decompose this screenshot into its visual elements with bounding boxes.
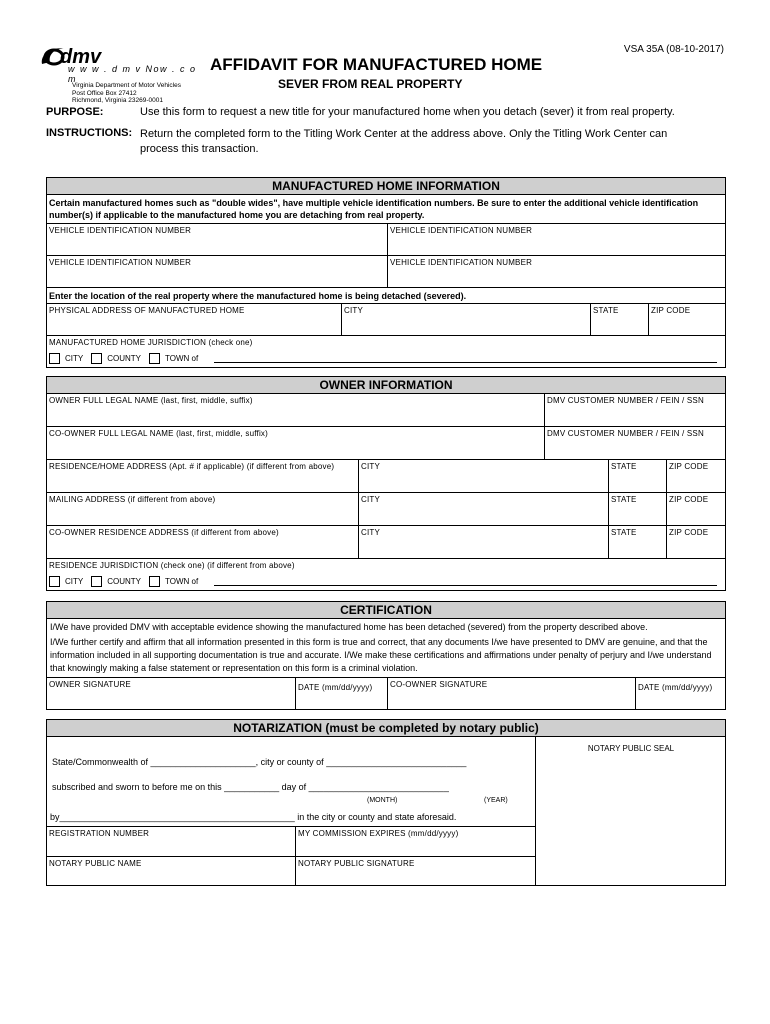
- vin-field-3[interactable]: VEHICLE IDENTIFICATION NUMBER: [49, 258, 192, 267]
- form-subtitle: SEVER FROM REAL PROPERTY: [278, 77, 463, 91]
- res-city-checkbox[interactable]: [49, 576, 60, 587]
- form-id: VSA 35A (08-10-2017): [623, 44, 724, 55]
- owner-date-field[interactable]: DATE (mm/dd/yyyy): [295, 678, 387, 709]
- month-label: (MONTH): [367, 797, 398, 804]
- coowner-address-field[interactable]: CO-OWNER RESIDENCE ADDRESS (if different from above): [49, 528, 279, 537]
- owner-header: OWNER INFORMATION: [47, 377, 725, 394]
- vin-field-4[interactable]: VEHICLE IDENTIFICATION NUMBER: [387, 256, 725, 287]
- coowner-signature-field[interactable]: CO-OWNER SIGNATURE: [387, 678, 635, 709]
- sworn-line[interactable]: subscribed and sworn to before me on this ___________ day of ____________________________: [52, 782, 449, 792]
- physical-address-field[interactable]: PHYSICAL ADDRESS OF MANUFACTURED HOME: [49, 306, 245, 315]
- res-city-option: CITY: [65, 576, 84, 586]
- mh-zip-field[interactable]: ZIP CODE: [648, 304, 725, 335]
- mh-town-option: TOWN of: [165, 353, 199, 363]
- dmv-logo: [38, 44, 198, 105]
- notary-seal-area[interactable]: [535, 737, 726, 885]
- res-town-input[interactable]: [214, 577, 717, 586]
- notarization-section: [46, 719, 726, 886]
- certification-header: CERTIFICATION: [47, 602, 725, 619]
- purpose-text: Use this form to request a new title for your manufactured home when you detach (sever) it from real property.: [140, 106, 675, 118]
- mh-note: Certain manufactured homes such as "double wides", have multiple vehicle identification numbers. Be sure to enter the additional vehicle identification number(s) if applicable to the manufactured home you are detaching from real property.: [49, 198, 699, 220]
- mh-city-option: CITY: [65, 353, 84, 363]
- owner-name-field[interactable]: OWNER FULL LEGAL NAME (last, first, middle, suffix): [49, 396, 253, 405]
- mailing-city-field[interactable]: CITY: [358, 493, 608, 525]
- registration-number-field[interactable]: REGISTRATION NUMBER: [49, 829, 150, 838]
- mh-town-input[interactable]: [214, 354, 717, 363]
- mailing-state-field[interactable]: STATE: [608, 493, 666, 525]
- form-title: AFFIDAVIT FOR MANUFACTURED HOME: [210, 55, 543, 74]
- coowner-dmv-number-field[interactable]: DMV CUSTOMER NUMBER / FEIN / SSN: [544, 427, 725, 459]
- residence-city-field[interactable]: CITY: [358, 460, 608, 492]
- notary-signature-field[interactable]: NOTARY PUBLIC SIGNATURE: [295, 857, 535, 886]
- owner-section: [46, 376, 726, 591]
- notary-name-field[interactable]: NOTARY PUBLIC NAME: [49, 859, 142, 868]
- mh-county-checkbox[interactable]: [91, 353, 102, 364]
- manufactured-home-section: [46, 177, 726, 368]
- coowner-zip-field[interactable]: ZIP CODE: [666, 526, 725, 558]
- mh-city-field[interactable]: CITY: [341, 304, 590, 335]
- mailing-address-field[interactable]: MAILING ADDRESS (if different from above): [49, 495, 216, 504]
- res-town-checkbox[interactable]: [149, 576, 160, 587]
- owner-signature-field[interactable]: OWNER SIGNATURE: [49, 680, 131, 689]
- coowner-name-field[interactable]: CO-OWNER FULL LEGAL NAME (last, first, middle, suffix): [49, 429, 268, 438]
- residence-jurisdiction-label: RESIDENCE JURISDICTION (check one) (if different from above): [49, 561, 295, 570]
- year-label: (YEAR): [484, 797, 508, 804]
- logo-url: w w w . d m v Now . c o m: [68, 64, 197, 84]
- notary-seal-label: NOTARY PUBLIC SEAL: [587, 744, 675, 753]
- notarization-header: NOTARIZATION (must be completed by notary public): [47, 720, 725, 737]
- logo-pobox: Post Office Box 27412: [72, 89, 137, 97]
- residence-state-field[interactable]: STATE: [608, 460, 666, 492]
- coowner-city-field[interactable]: CITY: [358, 526, 608, 558]
- location-note: Enter the location of the real property where the manufactured home is being detached (severed).: [49, 291, 467, 301]
- state-line[interactable]: State/Commonwealth of _____________________, city or county of ____________________________: [52, 757, 467, 767]
- instructions-text: Return the completed form to the Titling Work Center at the address above. Only the Titling Work Center can process this transaction.: [140, 128, 668, 155]
- mh-city-checkbox[interactable]: [49, 353, 60, 364]
- instructions-label: INSTRUCTIONS:: [46, 127, 133, 139]
- mh-jurisdiction-label: MANUFACTURED HOME JURISDICTION (check one): [49, 338, 253, 347]
- logo-dept: Virginia Department of Motor Vehicles: [72, 82, 181, 89]
- mh-town-checkbox[interactable]: [149, 353, 160, 364]
- vin-field-1[interactable]: VEHICLE IDENTIFICATION NUMBER: [49, 226, 192, 235]
- res-county-checkbox[interactable]: [91, 576, 102, 587]
- by-line[interactable]: by_______________________________________________ in the city or county and state aforesaid.: [50, 812, 457, 822]
- commission-expires-field[interactable]: MY COMMISSION EXPIRES (mm/dd/yyyy): [295, 827, 535, 856]
- mh-state-field[interactable]: STATE: [590, 304, 648, 335]
- logo-city: Richmond, Virginia 23269-0001: [72, 97, 163, 104]
- mh-header: MANUFACTURED HOME INFORMATION: [47, 178, 725, 195]
- certification-section: [46, 601, 726, 710]
- cert-line-1: I/We have provided DMV with acceptable evidence showing the manufactured home has been detached (severed) from the property described above.: [50, 622, 648, 632]
- res-county-option: COUNTY: [107, 576, 142, 586]
- owner-dmv-number-field[interactable]: DMV CUSTOMER NUMBER / FEIN / SSN: [544, 394, 725, 426]
- mailing-zip-field[interactable]: ZIP CODE: [666, 493, 725, 525]
- mh-county-option: COUNTY: [107, 353, 142, 363]
- purpose-label: PURPOSE:: [46, 106, 104, 118]
- residence-zip-field[interactable]: ZIP CODE: [666, 460, 725, 492]
- logo-dmv-text: dmv: [60, 46, 102, 68]
- coowner-date-field[interactable]: DATE (mm/dd/yyyy): [635, 678, 725, 709]
- coowner-state-field[interactable]: STATE: [608, 526, 666, 558]
- res-town-option: TOWN of: [165, 576, 199, 586]
- residence-address-field[interactable]: RESIDENCE/HOME ADDRESS (Apt. # if applicable) (if different from above): [49, 462, 335, 471]
- vin-field-2[interactable]: VEHICLE IDENTIFICATION NUMBER: [387, 224, 725, 255]
- cert-line-2: I/We further certify and affirm that all information presented in this form is true and correct, that any documents I/we have presented to DMV are genuine, and that the information included in all supporting documentation is true and accurate. I/We make these certifications and affirmations under penalty of perjury and I/we understand that knowingly making a false statement or representation on this form is a criminal violation.: [50, 637, 712, 673]
